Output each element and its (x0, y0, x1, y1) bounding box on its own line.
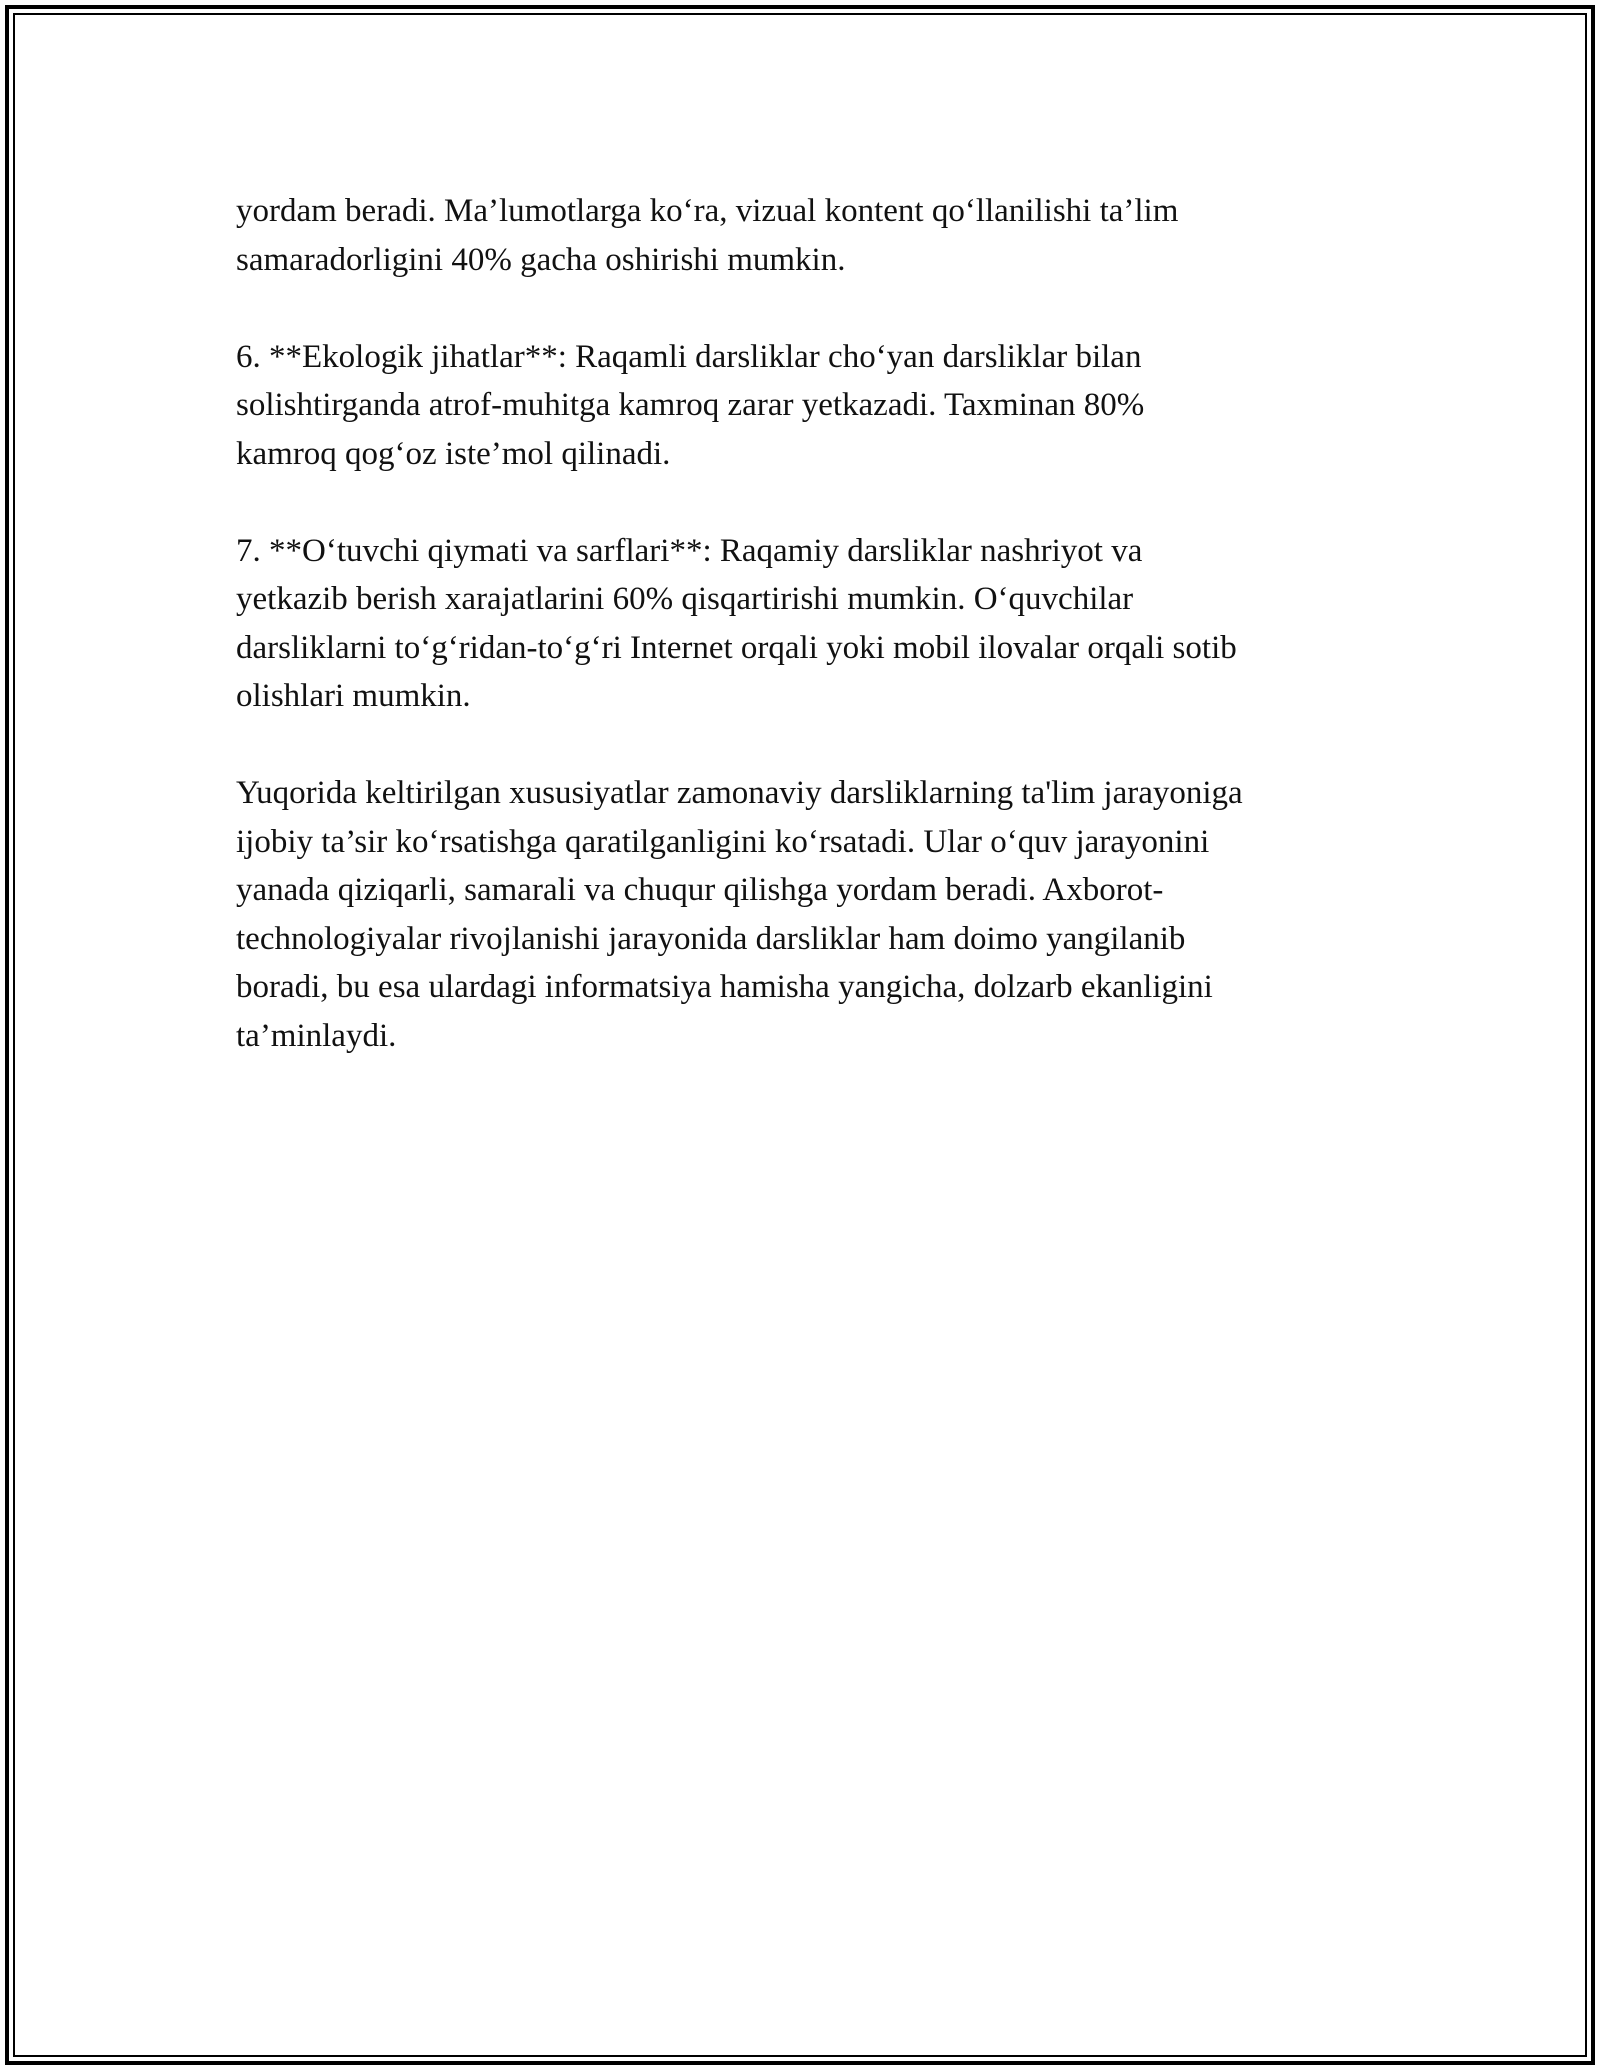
text-line: samaradorligini 40% gacha oshirishi mumkin. (236, 241, 846, 278)
paragraph-cost-and-expenses (236, 527, 1416, 721)
paragraph-conclusion (236, 769, 1416, 1060)
document-body (236, 187, 1416, 1109)
paragraph-intro-continuation (236, 187, 1416, 284)
paragraph-ecological-aspects (236, 333, 1416, 479)
text-line: Yuqorida keltirilgan xususiyatlar zamonaviy darsliklarning ta'lim jarayoniga (236, 775, 1243, 811)
text-line: yanada qiziqarli, samarali va chuqur qilishga yordam beradi. Axborot- (236, 872, 1164, 908)
text-line: 7. **O‘tuvchi qiymati va sarflari**: Raqamiy darsliklar nashriyot va (236, 532, 1143, 569)
text-line: yetkazib berish xarajatlarini 60% qisqartirishi mumkin. O‘quvchilar (236, 581, 1134, 617)
text-line: boradi, bu esa ulardagi informatsiya hamisha yangicha, dolzarb ekanligini (236, 969, 1213, 1005)
text-line: kamroq qog‘oz iste’mol qilinadi. (236, 435, 671, 472)
text-line: ta’minlaydi. (236, 1017, 397, 1054)
text-line: ijobiy ta’sir ko‘rsatishga qaratilganligini ko‘rsatadi. Ular o‘quv jarayonini (236, 823, 1210, 860)
text-line: solishtirganda atrof-muhitga kamroq zarar yetkazadi. Taxminan 80% (236, 387, 1145, 423)
text-line: darsliklarni to‘g‘ridan-to‘g‘ri Internet orqali yoki mobil ilovalar orqali sotib (236, 629, 1237, 666)
text-line: technologiyalar rivojlanishi jarayonida darsliklar ham doimo yangilanib (236, 920, 1186, 957)
text-line: yordam beradi. Ma’lumotlarga ko‘ra, vizual kontent qo‘llanilishi ta’lim (236, 193, 1179, 229)
text-line: olishlari mumkin. (236, 678, 471, 714)
text-line: 6. **Ekologik jihatlar**: Raqamli darsliklar cho‘yan darsliklar bilan (236, 338, 1142, 375)
